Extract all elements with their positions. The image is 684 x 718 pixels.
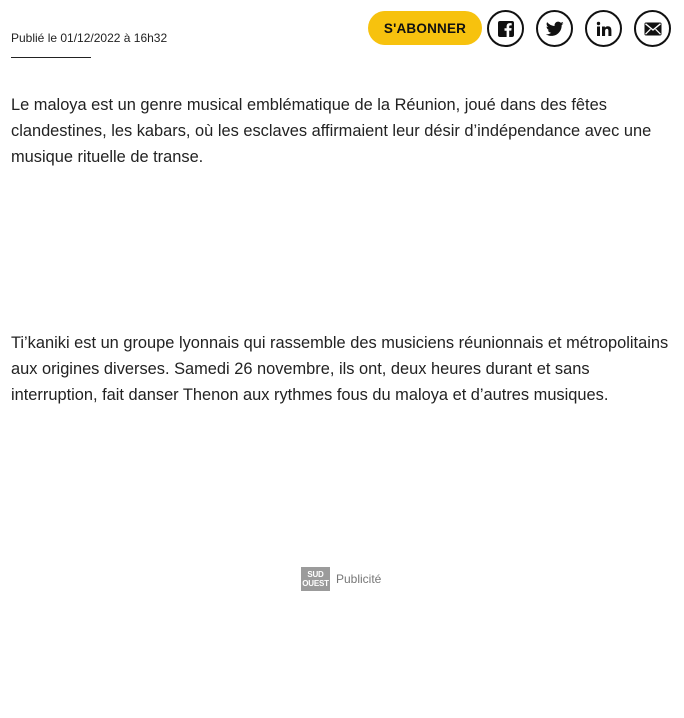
advertisement-label	[301, 567, 381, 591]
ad-label-text: Publicité	[336, 572, 382, 586]
share-email-button[interactable]	[634, 10, 671, 47]
linkedin-icon	[596, 21, 612, 37]
facebook-icon	[497, 20, 515, 38]
share-facebook-button[interactable]	[487, 10, 524, 47]
share-twitter-button[interactable]	[536, 10, 573, 47]
publication-date: Publié le 01/12/2022 à 16h32	[11, 31, 168, 45]
article-header	[0, 0, 684, 60]
twitter-icon	[546, 21, 564, 37]
article-paragraph: Ti’kaniki est un groupe lyonnais qui rassemble des musiciens réunionnais et métropolitains aux origines diverses. Samedi 26 novembre, ils ont, deux heures durant et sans interruption, fait danser Thenon aux rythmes fous du maloya et d’autres musiques.	[11, 334, 669, 404]
sud-ouest-logo	[301, 567, 330, 591]
subscribe-button[interactable]: S'ABONNER	[368, 11, 482, 45]
logo-line: OUEST	[302, 579, 329, 588]
article-paragraph: Le maloya est un genre musical emblématique de la Réunion, joué dans des fêtes clandestines, les kabars, où les esclaves affirmaient leur désir d’indépendance avec une musique rituelle de transe.	[11, 96, 652, 166]
divider	[11, 57, 91, 58]
logo-line: SUD	[307, 570, 324, 579]
share-linkedin-button[interactable]	[585, 10, 622, 47]
mail-icon	[644, 22, 662, 36]
